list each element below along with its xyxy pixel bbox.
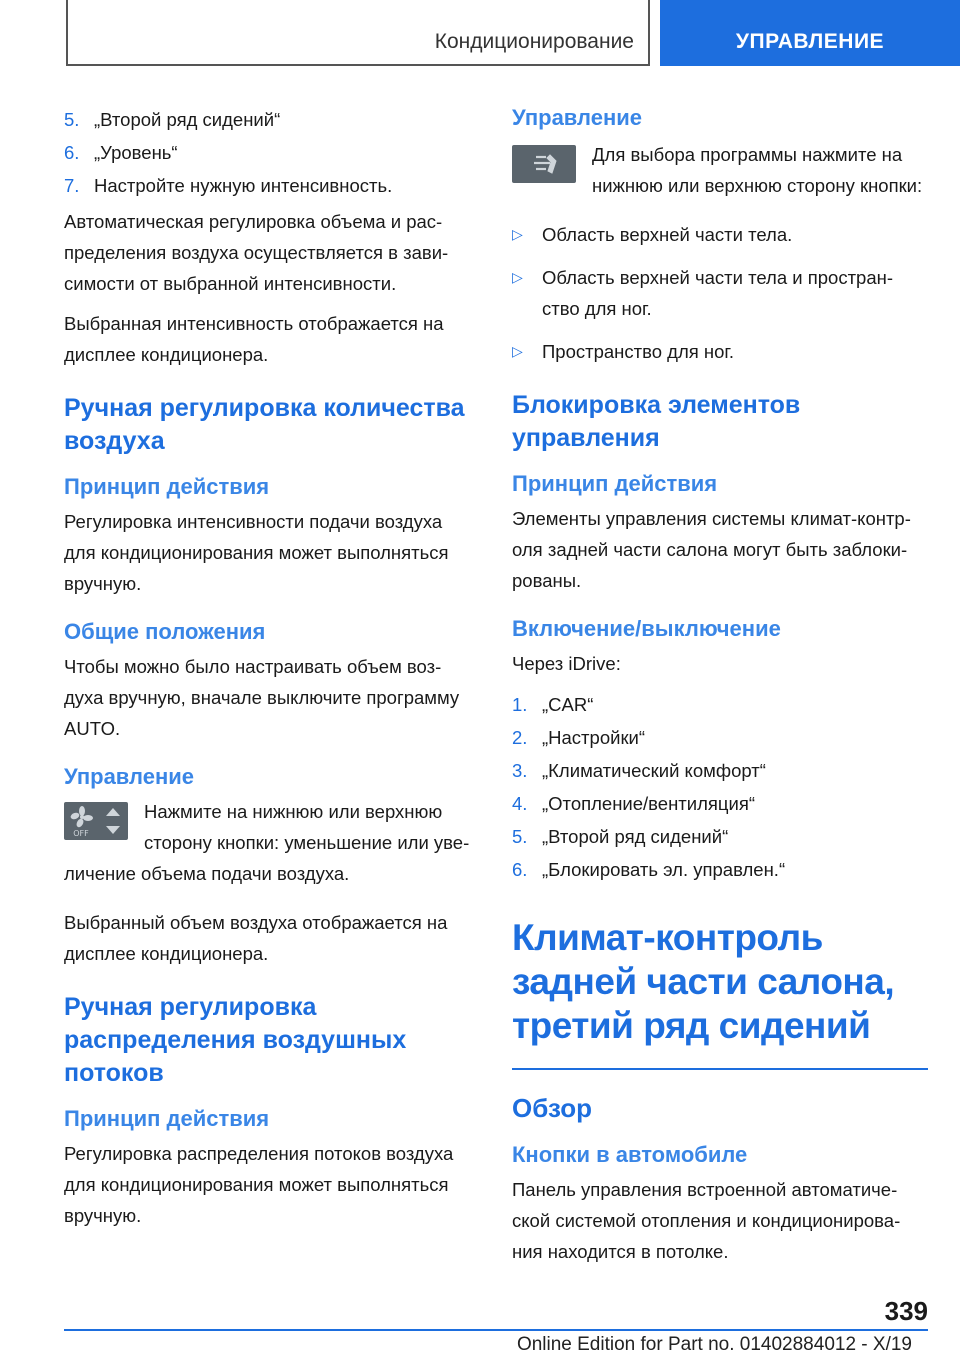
step-list	[64, 103, 478, 202]
right-column	[512, 103, 928, 1276]
list-text: „Настройки“	[542, 727, 646, 748]
paragraph: Через iDrive:	[512, 653, 621, 674]
fan-button-icon	[64, 802, 128, 840]
subsection-heading: Принцип действия	[512, 471, 718, 496]
subsection-heading: Включение/выключение	[512, 616, 781, 641]
list-number: 2.	[512, 727, 528, 748]
paragraph: Нажмите на нижнюю или верхнюю сторону кнопки: уменьшение или уве-личение объема подачи воздуха.	[64, 801, 470, 884]
list-text: Область верхней части тела.	[542, 224, 793, 245]
subsection-heading: Общие положения	[64, 619, 266, 644]
list-item	[64, 103, 478, 136]
list-number: 6.	[64, 142, 80, 163]
footer-edition: Online Edition for Part no. 01402884012 - X/19	[516, 1334, 912, 1355]
page-number: 339	[884, 1296, 928, 1326]
footer-divider	[64, 1329, 928, 1331]
list-number: 6.	[512, 859, 528, 880]
list-text: „Климатический комфорт“	[542, 760, 766, 781]
bullet-list	[512, 219, 928, 367]
list-item	[64, 169, 478, 202]
list-number: 4.	[512, 793, 528, 814]
triangle-bullet-icon: ▷	[512, 226, 523, 242]
icon-off-label: OFF	[73, 829, 89, 838]
subsection-heading: Управление	[64, 764, 195, 789]
paragraph: Для выбора программы нажмите на нижнюю или верхнюю сторону кнопки:	[592, 144, 923, 196]
list-item	[512, 754, 928, 787]
list-item	[512, 787, 928, 820]
subsection-heading: Управление	[512, 105, 643, 130]
paragraph: Панель управления встроенной автоматиче-ской системой отопления и кондиционирова-ния находится в потолке.	[512, 1179, 901, 1262]
list-text: „Второй ряд сидений“	[542, 826, 729, 847]
list-item	[512, 820, 928, 853]
paragraph: Выбранный объем воздуха отображается на дисплее кондиционера.	[64, 912, 448, 964]
list-text: Пространство для ног.	[542, 341, 735, 362]
list-text: „Блокировать эл. управлен.“	[542, 859, 786, 880]
list-item	[64, 136, 478, 169]
section-heading: Блокировка элементов управления	[512, 391, 801, 452]
subsection-heading: Кнопки в автомобиле	[512, 1142, 748, 1167]
triangle-bullet-icon: ▷	[512, 269, 523, 285]
list-item	[512, 853, 928, 886]
list-text: „Отопление/вентиляция“	[542, 793, 756, 814]
icon-paragraph	[64, 796, 478, 889]
section-title: Кондиционирование	[434, 30, 634, 53]
list-number: 5.	[512, 826, 528, 847]
list-number: 3.	[512, 760, 528, 781]
list-item	[512, 336, 928, 367]
subsection-heading: Принцип действия	[64, 1106, 270, 1131]
paragraph: Регулировка распределения потоков воздуха для кондиционирования может выполняться вручную.	[64, 1143, 454, 1226]
list-item	[512, 721, 928, 754]
paragraph: Регулировка интенсивности подачи воздуха для кондиционирования может выполняться вручную.	[64, 511, 449, 594]
list-number: 5.	[64, 109, 80, 130]
list-text: „CAR“	[542, 694, 594, 715]
paragraph: Чтобы можно было настраивать объем воз-духа вручную, вначале выключите программу AUTO.	[64, 656, 460, 739]
air-distribution-button-icon	[512, 145, 576, 183]
list-item	[512, 219, 928, 250]
subsection-heading: Принцип действия	[64, 474, 270, 499]
section-heading: Обзор	[512, 1093, 592, 1123]
triangle-bullet-icon: ▷	[512, 343, 523, 359]
list-text: Настройте нужную интенсивность.	[94, 175, 393, 196]
paragraph: Элементы управления системы климат-контр-оля задней части салона могут быть заблоки-рованы.	[512, 508, 911, 591]
icon-paragraph	[512, 139, 928, 201]
list-item	[512, 262, 928, 324]
section-heading: Ручная регулировка распределения воздушных потоков	[64, 993, 407, 1087]
list-number: 7.	[64, 175, 80, 196]
list-text: „Второй ряд сидений“	[94, 109, 281, 130]
list-text: „Уровень“	[94, 142, 178, 163]
left-column	[64, 103, 478, 1240]
paragraph: Автоматическая регулировка объема и рас-пределения воздуха осуществляется в зави-симости от выбранной интенсивности.	[64, 211, 449, 294]
chapter-title: УПРАВЛЕНИЕ	[735, 30, 885, 53]
section-heading: Ручная регулировка количества воздуха	[64, 394, 465, 455]
paragraph: Выбранная интенсивность отображается на дисплее кондиционера.	[64, 313, 444, 365]
list-item	[512, 688, 928, 721]
list-text: Область верхней части тела и простран-ство для ног.	[542, 267, 893, 319]
chapter-tab	[660, 0, 960, 66]
idrive-steps	[512, 688, 928, 886]
list-number: 1.	[512, 694, 528, 715]
chapter-heading: Климат-контроль задней части салона, третий ряд сидений	[512, 916, 928, 1070]
page-header	[0, 0, 960, 66]
section-tab	[66, 0, 650, 66]
